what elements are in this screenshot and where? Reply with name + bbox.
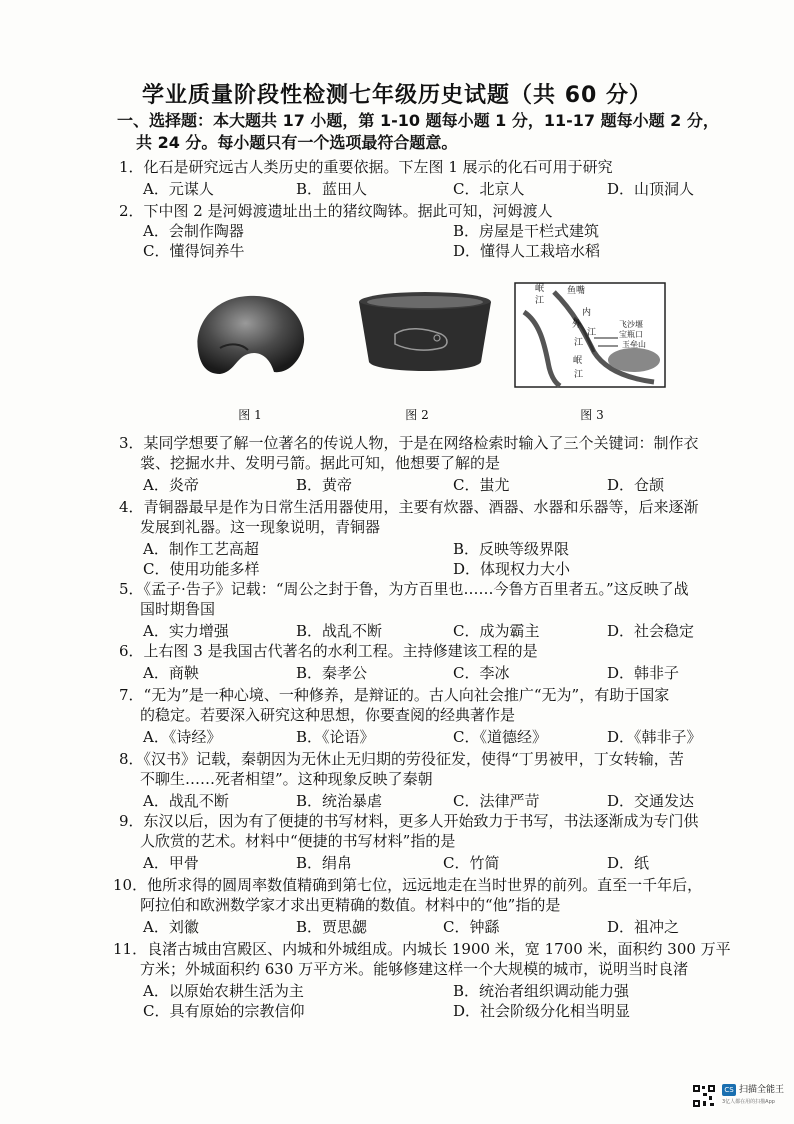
- map-label-inner: 内: [582, 308, 592, 318]
- question-1-option-b: B．蓝田人: [296, 180, 368, 198]
- question-9-option-c: C．竹简: [443, 854, 500, 872]
- cs-badge-icon: CS: [722, 1084, 736, 1096]
- question-11-stem-line1: 11．良渚古城由宫殿区、内城和外城组成。内城长 1900 米，宽 1700 米，面积约 300 万平: [113, 940, 731, 958]
- map-label-min-2: 岷: [573, 356, 583, 366]
- question-2-option-c: C．懂得饲养牛: [143, 242, 245, 260]
- map-label-inner-river: 江: [587, 328, 597, 338]
- question-9-stem-line2: 人欣赏的艺术。材料中“便捷的书写材料”指的是: [140, 832, 456, 850]
- question-1-option-c: C．北京人: [453, 180, 525, 198]
- question-8-stem-line1: 8．《汉书》记载，秦朝因为无休止无归期的劳役征发，使得“丁男被甲，丁女转输，苦: [119, 750, 684, 768]
- question-3-stem-line2: 裳、挖掘水井、发明弓箭。据此可知，他想要了解的是: [140, 454, 501, 472]
- question-6-stem: 6．上右图 3 是我国古代著名的水利工程。主持修建该工程的是: [119, 642, 538, 660]
- question-6-option-a: A．商鞅: [143, 664, 199, 682]
- question-10-stem-line2: 阿拉伯和欧洲数学家才求出更精确的数值。材料中的“他”指的是: [140, 896, 561, 914]
- question-5-option-d: D．社会稳定: [607, 622, 695, 640]
- question-2-option-a: A．会制作陶器: [143, 222, 244, 240]
- map-label-flying-sand-weir: 飞沙堰: [619, 320, 643, 329]
- map-label-bottle-neck: 宝瓶口: [619, 330, 643, 339]
- question-2-option-b: B．房屋是干栏式建筑: [453, 222, 600, 240]
- question-8-stem-line2: 不聊生……死者相望”。这种现象反映了秦朝: [140, 770, 433, 788]
- question-11-option-d: D．社会阶级分化相当明显: [453, 1002, 631, 1020]
- map-label-yulei-mountain: 玉垒山: [622, 340, 646, 349]
- map-label-min-1: 岷: [535, 284, 545, 294]
- question-10-option-a: A．刘徽: [143, 918, 199, 936]
- question-5-stem-line1: 5．《孟子·告子》记载：“周公之封于鲁，为方百里也……今鲁方百里者五。”这反映了战: [119, 580, 689, 598]
- question-9-option-d: D．纸: [607, 854, 650, 872]
- question-7-option-c: C．《道德经》: [453, 728, 547, 746]
- question-5-stem-line2: 国时期鲁国: [140, 600, 216, 618]
- question-4-stem-line2: 发展到礼器。这一现象说明，青铜器: [140, 518, 381, 536]
- map-label-jiang-1: 江: [535, 296, 545, 306]
- map-label-outer-river: 江: [574, 338, 584, 348]
- question-6-option-b: B．秦孝公: [296, 664, 368, 682]
- question-7-option-a: A．《诗经》: [143, 728, 222, 746]
- question-8-option-b: B．统治暴虐: [296, 792, 383, 810]
- question-2-option-d: D．懂得人工栽培水稻: [453, 242, 601, 260]
- question-4-option-a: A．制作工艺高超: [143, 540, 259, 558]
- map-label-jiang-2: 江: [574, 370, 584, 380]
- question-4-stem-line1: 4．青铜器最早是作为日常生活用器使用，主要有炊器、酒器、水器和乐器等，后来逐渐: [119, 498, 699, 516]
- question-4-option-d: D．体现权力大小: [453, 560, 571, 578]
- question-10-option-b: B．贾思勰: [296, 918, 368, 936]
- section-heading-line2: 共 24 分。每小题只有一个选项最符合题意。: [136, 133, 458, 152]
- question-10-option-c: C．钟繇: [443, 918, 500, 936]
- question-11-stem-line2: 方米；外城面积约 630 万平方米。能够修建这样一个大规模的城市，说明当时良渚: [140, 960, 689, 978]
- question-1-option-d: D．山顶洞人: [607, 180, 695, 198]
- question-4-option-c: C．使用功能多样: [143, 560, 260, 578]
- question-11-option-a: A．以原始农耕生活为主: [143, 982, 304, 1000]
- question-3-stem-line1: 3．某同学想要了解一位著名的传说人物，于是在网络检索时输入了三个关键词：制作衣: [119, 434, 699, 452]
- question-11-option-c: C．具有原始的宗教信仰: [143, 1002, 305, 1020]
- scanner-watermark: [692, 1082, 792, 1110]
- question-11-option-b: B．统治者组织调动能力强: [453, 982, 630, 1000]
- question-9-option-a: A．甲骨: [143, 854, 199, 872]
- question-3-option-c: C．蚩尤: [453, 476, 510, 494]
- question-7-option-b: B．《论语》: [296, 728, 375, 746]
- figure-2-caption: 图 2: [405, 408, 429, 422]
- question-7-option-d: D．《韩非子》: [607, 728, 702, 746]
- exam-title: 学业质量阶段性检测七年级历史试题（共 60 分）: [142, 83, 652, 108]
- question-8-option-d: D．交通发达: [607, 792, 695, 810]
- question-9-stem-line1: 9．东汉以后，因为有了便捷的书写材料，更多人开始致力于书写，书法逐渐成为专门供: [119, 812, 699, 830]
- question-7-stem-line1: 7．“无为”是一种心境、一种修养，是辩证的。古人向社会推广“无为”，有助于国家: [119, 686, 670, 704]
- question-3-option-a: A．炎帝: [143, 476, 199, 494]
- question-7-stem-line2: 的稳定。若要深入研究这种思想，你要查阅的经典著作是: [140, 706, 516, 724]
- skull-fossil-image: [190, 288, 310, 384]
- figure-1-caption: 图 1: [238, 408, 262, 422]
- question-3-option-b: B．黄帝: [296, 476, 353, 494]
- map-label-outer: 外: [572, 320, 582, 330]
- question-10-stem-line1: 10．他所求得的圆周率数值精确到第七位，远远地走在当时世界的前列。直至一千年后，: [113, 876, 703, 894]
- figure-3-caption: 图 3: [580, 408, 604, 422]
- question-6-option-d: D．韩非子: [607, 664, 680, 682]
- question-8-option-a: A．战乱不断: [143, 792, 229, 810]
- section-heading-line1: 一、选择题：本大题共 17 小题，第 1-10 题每小题 1 分，11-17 题每小题 2 分，: [117, 111, 719, 130]
- question-4-option-b: B．反映等级界限: [453, 540, 570, 558]
- watermark-text: 扫描全能王: [739, 1085, 785, 1095]
- question-3-option-d: D．仓颉: [607, 476, 665, 494]
- question-5-option-c: C．成为霸主: [453, 622, 540, 640]
- pig-pattern-bowl-image: [355, 290, 495, 380]
- watermark-subtext: 3亿人都在用的扫描App: [722, 1099, 775, 1105]
- question-9-option-b: B．绢帛: [296, 854, 353, 872]
- question-8-option-c: C．法律严苛: [453, 792, 540, 810]
- question-5-option-a: A．实力增强: [143, 622, 229, 640]
- question-2-stem: 2．下中图 2 是河姆渡遗址出土的猪纹陶钵。据此可知，河姆渡人: [119, 202, 553, 220]
- question-5-option-b: B．战乱不断: [296, 622, 383, 640]
- map-label-fish-mouth: 鱼嘴: [567, 286, 586, 296]
- question-1-option-a: A．元谋人: [143, 180, 214, 198]
- question-6-option-c: C．李冰: [453, 664, 510, 682]
- question-10-option-d: D．祖冲之: [607, 918, 680, 936]
- question-1-stem: 1．化石是研究远古人类历史的重要依据。下左图 1 展示的化石可用于研究: [119, 158, 613, 176]
- qr-code-icon: [692, 1084, 716, 1108]
